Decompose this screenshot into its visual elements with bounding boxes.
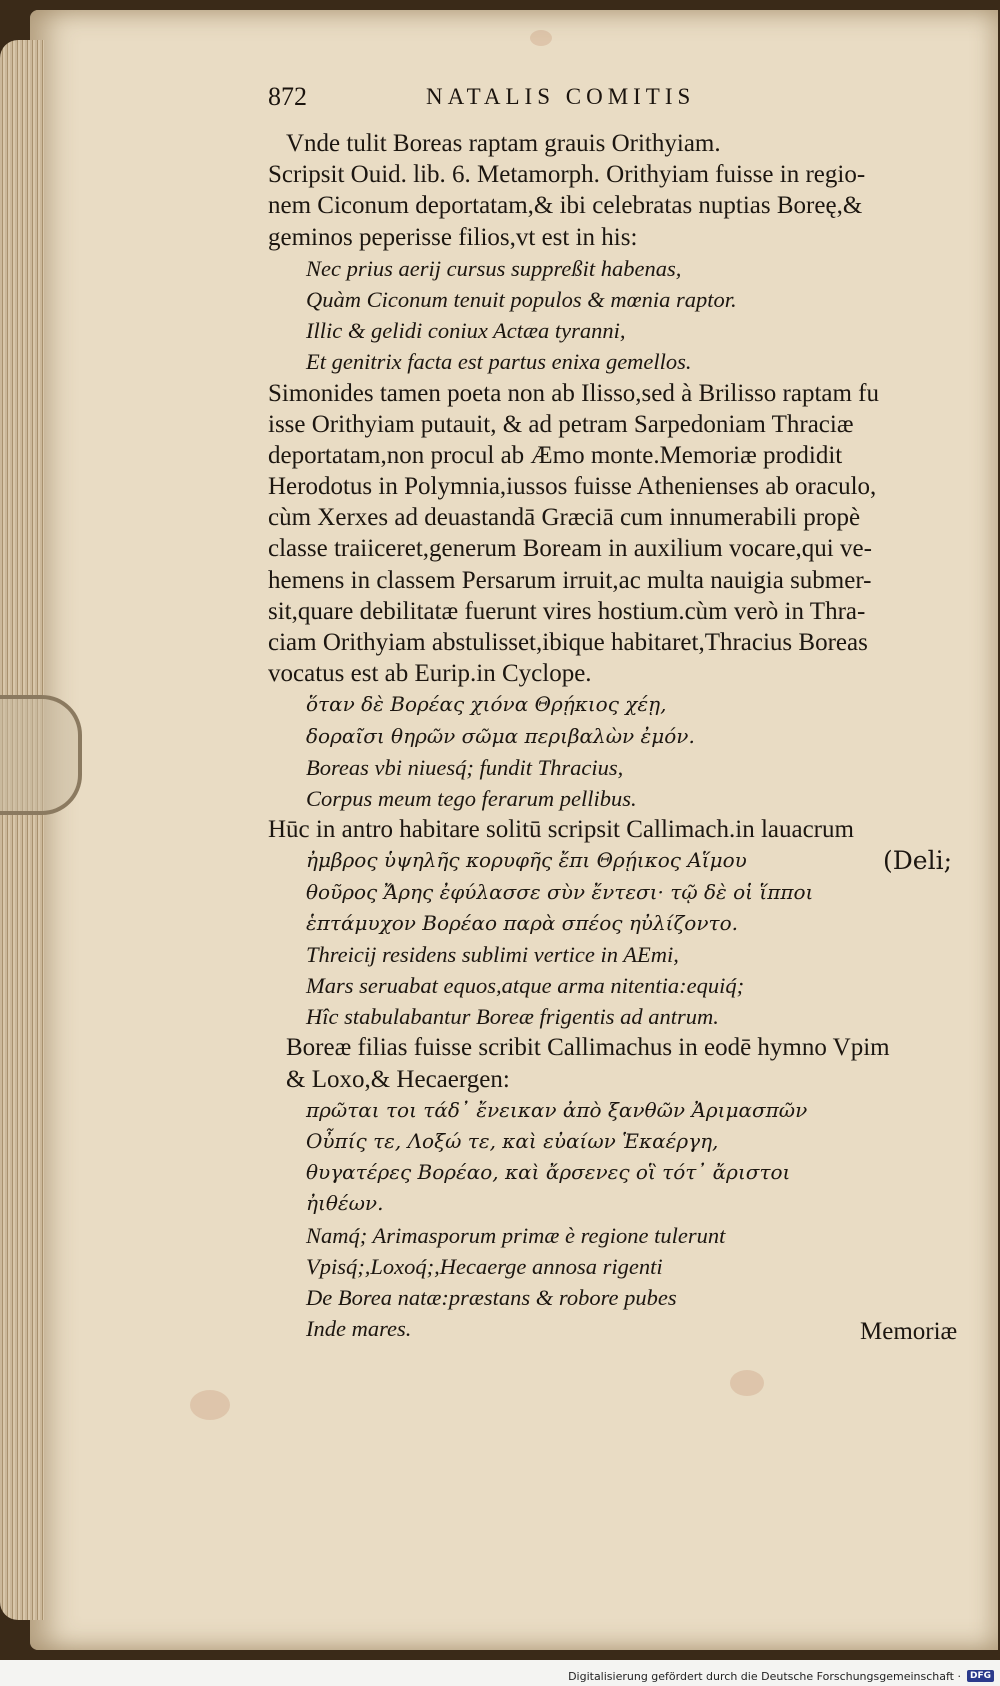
text-line <box>268 1032 968 1063</box>
line-text: deportatam,non procul ab Æmo monte.Memoriæ prodidit <box>268 441 843 469</box>
dfg-logo: DFG <box>967 1670 994 1682</box>
book-clasp <box>0 695 82 815</box>
line-text: geminos peperisse filios,vt est in his: <box>268 223 638 251</box>
line-text: cùm Xerxes ad deuastandā Græciā cum innumerabili propè <box>268 504 861 532</box>
text-line <box>268 1282 968 1313</box>
paper-stain <box>530 30 552 46</box>
line-text: Simonides tamen poeta non ab Ilisso,sed à Brilisso raptam fu <box>268 379 880 407</box>
line-text: Οὖπίς τε, Λοξώ τε, καὶ εὐαίων Ἑκαέργη, <box>306 1129 719 1153</box>
text-line <box>268 1064 968 1095</box>
line-text: isse Orithyiam putauit, & ad petram Sarpedoniam Thraciæ <box>268 410 854 438</box>
page-number: 872 <box>268 82 307 111</box>
line-text: ἠμβρος ὑψηλῆς κορυφῆς ἔπι Θρῄικος Αἵμου <box>306 848 747 873</box>
text-line <box>268 1220 968 1251</box>
line-text: Inde mares. <box>306 1316 412 1342</box>
line-text: hemens in classem Persarum irruit,ac multa nauigia submer- <box>268 566 872 594</box>
text-line <box>268 845 968 876</box>
text-line <box>268 658 968 689</box>
text-line <box>268 502 968 533</box>
line-text: πρῶται τοι τάδ᾽ ἔνεικαν ἀπὸ ξανθῶν Ἀριμασπῶν <box>306 1097 808 1122</box>
line-text: ciam Orithyiam abstulisset,ibique habitaret,Thracius Boreas <box>268 629 868 656</box>
text-line <box>268 409 968 440</box>
line-text: vocatus est ab Eurip.in Cyclope. <box>268 660 592 688</box>
line-text: Nec prius aerij cursus suppreßit habenas, <box>306 255 682 281</box>
line-text: ἑπτάμυχον Βορέαο παρὰ σπέος ηὐλίζοντο. <box>306 910 738 935</box>
line-text: Vnde tulit Boreas raptam grauis Orithyiam. <box>286 130 721 157</box>
page-text <box>268 128 968 1344</box>
line-text: θοῦρος Ἄρης ἐφύλασσε σὺν ἔντεσι· τῷ δὲ οἱ ἵπποι <box>306 879 814 904</box>
line-text: Namq́; Arimasporum primæ è regione tulerunt <box>306 1222 726 1248</box>
marginal-continuation: (Deli; <box>883 846 953 876</box>
line-text: Illic & gelidi coniux Actæa tyranni, <box>306 318 626 344</box>
line-text: Threicij residens sublimi vertice in AEmi, <box>306 941 679 967</box>
line-text: Hîc stabulabantur Boreæ frigentis ad antrum. <box>306 1004 719 1030</box>
text-line <box>268 814 968 845</box>
text-line <box>268 1188 968 1219</box>
line-text: classe traiiceret,generum Boream in auxilium vocare,qui ve- <box>268 535 872 563</box>
line-text: θυγατέρες Βορέαο, καὶ ἄρσενες οἳ τότ᾽ ἄριστοι <box>306 1160 791 1185</box>
text-line <box>268 533 968 564</box>
text-line <box>268 908 968 939</box>
text-line <box>268 315 968 346</box>
line-text: Herodotus in Polymnia,iussos fuisse Athenienses ab oraculo, <box>268 473 877 501</box>
paper-stain <box>730 1370 764 1396</box>
catchword: Memoriæ <box>860 1318 958 1345</box>
line-text: Scripsit Ouid. lib. 6. Metamorph. Orithyiam fuisse in regio- <box>268 161 866 189</box>
text-line <box>268 346 968 377</box>
text-line <box>268 440 968 471</box>
text-line <box>268 190 968 221</box>
line-text: De Borea natæ:præstans & robore pubes <box>306 1284 677 1310</box>
text-line <box>268 378 968 409</box>
running-head: NATALIS COMITIS <box>426 84 696 109</box>
line-text: Quàm Ciconum tenuit populos & mœnia raptor. <box>306 286 737 312</box>
text-line <box>268 284 968 315</box>
text-line <box>268 627 968 658</box>
line-text: Boreas vbi niuesq́; fundit Thracius, <box>306 754 624 780</box>
line-text: Boreæ filias fuisse scribit Callimachus in eodē hymno Vpim <box>286 1034 890 1062</box>
line-text: Mars seruabat equos,atque arma nitentia:equiq́; <box>306 973 745 999</box>
line-text: Corpus meum tego ferarum pellibus. <box>306 785 637 811</box>
line-text: & Loxo,& Hecaergen: <box>286 1065 510 1093</box>
text-line <box>268 596 968 627</box>
page-header <box>268 82 828 122</box>
text-line <box>268 1157 968 1188</box>
text-line <box>268 1095 968 1126</box>
line-text: Et genitrix facta est partus enixa gemellos. <box>306 349 692 375</box>
text-line <box>268 565 968 596</box>
text-line <box>268 159 968 190</box>
text-line <box>268 970 968 1001</box>
line-text: ὅταν δὲ Βορέας χιόνα Θρῄκιος χέῃ, <box>306 692 667 717</box>
text-line <box>268 721 968 752</box>
page-edges <box>0 40 44 1620</box>
text-line <box>268 689 968 720</box>
line-text: sit,quare debilitatæ fuerunt vires hostium.cùm verò in Thra- <box>268 597 866 625</box>
credit-text: Digitalisierung gefördert durch die Deutsche Forschungsgemeinschaft · <box>568 1669 961 1683</box>
text-line <box>268 253 968 284</box>
text-line <box>268 939 968 970</box>
line-text: ἠιθέων. <box>306 1191 384 1216</box>
text-line <box>268 128 968 159</box>
text-line <box>268 1251 968 1282</box>
line-text: nem Ciconum deportatam,& ibi celebratas nuptias Boreę,& <box>268 192 863 220</box>
line-text: Hūc in antro habitare solitū scripsit Callimach.in lauacrum <box>268 816 854 844</box>
text-line <box>268 752 968 783</box>
text-line <box>268 471 968 502</box>
text-line <box>268 1126 968 1157</box>
line-text: Vpisq́;,Loxoq́;,Hecaerge annosa rigenti <box>306 1253 663 1279</box>
line-text: δοραῖσι θηρῶν σῶμα περιβαλὼν ἐμόν. <box>306 723 695 748</box>
text-line <box>268 877 968 908</box>
text-line <box>268 783 968 814</box>
text-line <box>268 1001 968 1032</box>
text-line <box>268 222 968 253</box>
digitization-credit <box>568 1668 994 1684</box>
paper-stain <box>190 1390 230 1420</box>
